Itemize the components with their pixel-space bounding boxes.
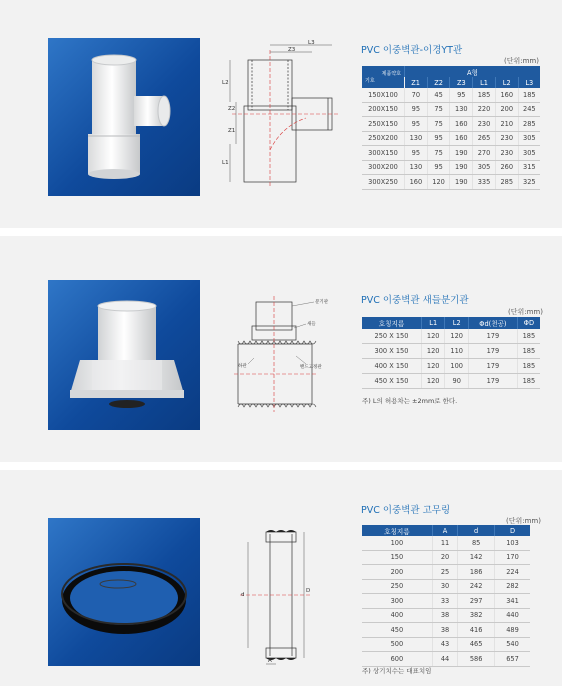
col-header: ΦD xyxy=(517,317,540,329)
cell: 25 xyxy=(432,565,457,580)
cell: 160 xyxy=(405,175,428,190)
cell: 95 xyxy=(405,146,428,161)
table-row xyxy=(362,536,530,550)
cell: 400 X 150 xyxy=(362,359,421,374)
cell: 130 xyxy=(450,102,473,117)
cell: 300X150 xyxy=(362,146,405,161)
table-row xyxy=(362,374,540,389)
table-row xyxy=(362,117,540,132)
footnote: 주) 상기치수는 대표치임 xyxy=(362,667,432,675)
cell: 130 xyxy=(405,131,428,146)
cell: 586 xyxy=(458,652,495,667)
cell: 95 xyxy=(427,160,450,175)
col-header: Z3 xyxy=(450,77,473,88)
section-title: PVC 이중벽관-이경YT관 xyxy=(361,45,463,56)
cell: 100 xyxy=(362,536,432,550)
cell: 200 xyxy=(495,102,518,117)
label-z1: Z1 xyxy=(228,128,236,134)
corner-top: 제품약호 xyxy=(381,71,401,77)
cell: 150X100 xyxy=(362,88,405,102)
cell: 489 xyxy=(495,623,530,638)
cell: 440 xyxy=(495,608,530,623)
col-header: d xyxy=(458,525,495,536)
cell: 185 xyxy=(517,344,540,359)
table-row xyxy=(362,344,540,359)
col-header: Z1 xyxy=(405,77,428,88)
cell: 130 xyxy=(405,160,428,175)
label-z2: Z2 xyxy=(228,106,236,112)
cell: 110 xyxy=(445,344,469,359)
footnote: 주) L의 허용차는 ±2mm로 한다. xyxy=(362,397,458,405)
cell: 95 xyxy=(405,117,428,132)
table-row xyxy=(362,329,540,344)
cell: 540 xyxy=(495,637,530,652)
col-header: A xyxy=(432,525,457,536)
cell: 185 xyxy=(517,359,540,374)
cell: 75 xyxy=(427,146,450,161)
cell: 185 xyxy=(517,329,540,344)
cell: 75 xyxy=(427,102,450,117)
cell: 190 xyxy=(450,160,473,175)
cell: 315 xyxy=(518,160,540,175)
cell: 270 xyxy=(473,146,496,161)
cell: 265 xyxy=(473,131,496,146)
cell: 285 xyxy=(518,117,540,132)
cell: 300X250 xyxy=(362,175,405,190)
cell: 305 xyxy=(518,146,540,161)
cell: 335 xyxy=(473,175,496,190)
cell: 325 xyxy=(518,175,540,190)
rubber-ring-diagram xyxy=(236,526,316,670)
cell: 100 xyxy=(445,359,469,374)
section-title: PVC 이중벽관 고무링 xyxy=(361,505,451,516)
col-header: D xyxy=(495,525,530,536)
cell: 400 xyxy=(362,608,432,623)
cell: 20 xyxy=(432,550,457,565)
col-header: 호칭지름 xyxy=(362,317,421,329)
cell: 200X150 xyxy=(362,102,405,117)
rubber-ring-photo xyxy=(48,518,200,666)
cell: 200 xyxy=(362,565,432,580)
cell: 33 xyxy=(432,594,457,609)
yt-pipe-photo xyxy=(48,38,200,196)
corner-header xyxy=(362,66,405,88)
col-header: L2 xyxy=(495,77,518,88)
cell: 142 xyxy=(458,550,495,565)
cell: 186 xyxy=(458,565,495,580)
cell: 179 xyxy=(468,359,517,374)
label-l2: L2 xyxy=(222,80,229,86)
cell: 30 xyxy=(432,579,457,594)
cell: 450 xyxy=(362,623,432,638)
saddle-spec-table xyxy=(362,317,540,389)
cell: 297 xyxy=(458,594,495,609)
cell: 95 xyxy=(427,131,450,146)
table-row xyxy=(362,88,540,102)
table-row xyxy=(362,637,530,652)
cell: 120 xyxy=(421,329,445,344)
corner-bottom: 기호 xyxy=(365,78,375,84)
label-a: A xyxy=(268,658,272,664)
cell: 11 xyxy=(432,536,457,550)
cell: 38 xyxy=(432,623,457,638)
cell: 95 xyxy=(450,88,473,102)
cell: 43 xyxy=(432,637,457,652)
label-big-d: D xyxy=(306,588,311,594)
cell: 285 xyxy=(495,175,518,190)
cell: 210 xyxy=(495,117,518,132)
cell: 120 xyxy=(427,175,450,190)
col-header: L3 xyxy=(518,77,540,88)
cell: 75 xyxy=(427,117,450,132)
label-band: 밴드고정관 xyxy=(300,365,322,370)
label-lower: 하관 xyxy=(238,364,247,369)
table-row xyxy=(362,359,540,374)
cell: 38 xyxy=(432,608,457,623)
cell: 185 xyxy=(473,88,496,102)
cell: 170 xyxy=(495,550,530,565)
cell: 230 xyxy=(495,146,518,161)
cell: 95 xyxy=(405,102,428,117)
cell: 230 xyxy=(473,117,496,132)
cell: 185 xyxy=(518,88,540,102)
cell: 160 xyxy=(450,131,473,146)
cell: 245 xyxy=(518,102,540,117)
cell: 179 xyxy=(468,329,517,344)
col-header: L1 xyxy=(421,317,445,329)
saddle-branch-diagram xyxy=(232,292,342,424)
cell: 250 xyxy=(362,579,432,594)
unit-label: (단위:mm) xyxy=(508,308,543,316)
section-rubber-ring xyxy=(0,470,562,686)
cell: 250X200 xyxy=(362,131,405,146)
cell: 224 xyxy=(495,565,530,580)
cell: 657 xyxy=(495,652,530,667)
cell: 450 X 150 xyxy=(362,374,421,389)
group-header: A형 xyxy=(405,66,541,77)
table-row xyxy=(362,131,540,146)
cell: 282 xyxy=(495,579,530,594)
cell: 45 xyxy=(427,88,450,102)
cell: 300 xyxy=(362,594,432,609)
cell: 120 xyxy=(421,374,445,389)
cell: 416 xyxy=(458,623,495,638)
table-row xyxy=(362,565,530,580)
cell: 250X150 xyxy=(362,117,405,132)
cell: 160 xyxy=(495,88,518,102)
cell: 85 xyxy=(458,536,495,550)
table-row xyxy=(362,175,540,190)
cell: 500 xyxy=(362,637,432,652)
cell: 120 xyxy=(445,329,469,344)
cell: 44 xyxy=(432,652,457,667)
cell: 230 xyxy=(495,131,518,146)
table-row xyxy=(362,608,530,623)
table-row xyxy=(362,594,530,609)
table-row xyxy=(362,146,540,161)
cell: 120 xyxy=(421,359,445,374)
col-header: Φd(천공) xyxy=(468,317,517,329)
cell: 103 xyxy=(495,536,530,550)
cell: 160 xyxy=(450,117,473,132)
section-yt-pipe xyxy=(0,0,562,228)
cell: 382 xyxy=(458,608,495,623)
cell: 120 xyxy=(421,344,445,359)
label-branch: 분기관 xyxy=(315,300,329,305)
cell: 190 xyxy=(450,146,473,161)
cell: 465 xyxy=(458,637,495,652)
yt-pipe-diagram xyxy=(222,40,347,194)
table-row xyxy=(362,579,530,594)
cell: 179 xyxy=(468,374,517,389)
cell: 305 xyxy=(473,160,496,175)
cell: 70 xyxy=(405,88,428,102)
rubber-ring-spec-table xyxy=(362,525,530,667)
cell: 300X200 xyxy=(362,160,405,175)
label-saddle: 새들 xyxy=(307,322,316,327)
label-z3: Z3 xyxy=(288,47,296,53)
label-l3: L3 xyxy=(308,40,315,46)
cell: 250 X 150 xyxy=(362,329,421,344)
cell: 90 xyxy=(445,374,469,389)
col-header: L2 xyxy=(445,317,469,329)
table-row xyxy=(362,160,540,175)
section-saddle-branch xyxy=(0,236,562,462)
section-title: PVC 이중벽관 새들분기관 xyxy=(361,295,469,306)
table-row xyxy=(362,550,530,565)
cell: 179 xyxy=(468,344,517,359)
cell: 242 xyxy=(458,579,495,594)
yt-spec-table xyxy=(362,66,540,190)
saddle-branch-photo xyxy=(48,280,200,430)
cell: 300 X 150 xyxy=(362,344,421,359)
label-l1: L1 xyxy=(222,160,229,166)
table-row xyxy=(362,623,530,638)
cell: 600 xyxy=(362,652,432,667)
cell: 260 xyxy=(495,160,518,175)
table-row xyxy=(362,102,540,117)
cell: 341 xyxy=(495,594,530,609)
cell: 220 xyxy=(473,102,496,117)
unit-label: (단위:mm) xyxy=(504,57,539,65)
label-d: d xyxy=(241,592,245,598)
cell: 185 xyxy=(517,374,540,389)
cell: 190 xyxy=(450,175,473,190)
col-header: 호칭지름 xyxy=(362,525,432,536)
unit-label: (단위:mm) xyxy=(506,517,541,525)
table-row xyxy=(362,652,530,667)
col-header: L1 xyxy=(473,77,496,88)
col-header: Z2 xyxy=(427,77,450,88)
cell: 305 xyxy=(518,131,540,146)
cell: 150 xyxy=(362,550,432,565)
